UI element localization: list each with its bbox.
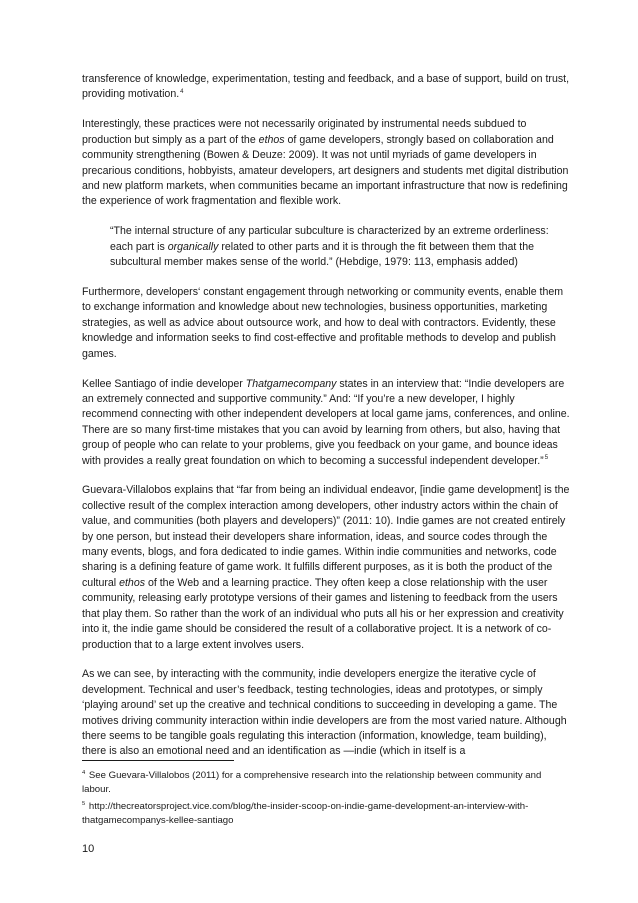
block-quote-text-a: “The internal structure of any particular subculture is characterized by an extreme orderliness: each part is: [110, 225, 549, 253]
block-quote-emphasis: organically: [167, 240, 219, 253]
paragraph-5: [82, 483, 570, 652]
paragraph-4-text-b: states in an interview that: “Indie developers are an extremely connected and supportive community.” And: “If you’re a new developer, I highly recommend connecting with other independent developers at local game jams, conferences, and online. There are so many first-time mistakes that you can avoid by learning from others, but also, having that group of people who can relate to your problems, give you feedback on your game, and bounce ideas with provides a really great foundation on which to becoming a successful independent developer.”: [82, 377, 570, 467]
block-quote: [110, 224, 550, 270]
paragraph-6: [82, 667, 570, 759]
footnote-5-text: http://thecreatorsproject.vice.com/blog/the-insider-scoop-on-indie-game-development-an-interview-with-thatgamecompanys-kellee-santiago: [82, 801, 529, 826]
paragraph-3: [82, 285, 570, 362]
paragraph-2: [82, 117, 570, 209]
paragraph-3-text: Furthermore, developers‘ constant engagement through networking or community events, enable them to exchange information and knowledge about new technologies, business opportunities, marketing strategies, as well as advice about outsource work, and how to deal with contractors. Evidently, these knowledge and information seeks to find cost-effective and profitable methods to develop and publish games.: [82, 285, 564, 360]
footnote-5-number: 5: [82, 800, 86, 807]
footnotes: [82, 769, 570, 831]
block-quote-text-b: related to other parts and it is through the fit between them that the subcultural member makes sense of the world.” (Hebdige, 1979: 113, emphasis added): [110, 240, 535, 269]
paragraph-1-text: transference of knowledge, experimentation, testing and feedback, and a base of support, build on trust, providing motivation.: [82, 73, 570, 101]
footnote-5: [82, 800, 570, 828]
footnote-4-text: See Guevara-Villalobos (2011) for a comprehensive research into the relationship between community and labour.: [82, 770, 542, 795]
paragraph-1: [82, 72, 570, 103]
paragraph-2-text-b: of game developers, strongly based on collaboration and community strengthening (Bowen & Deuze: 2009). It was not until myriads of game developers in precarious conditions, hobbyists, amateur developers, art designers and students met digital distribution and new platform markets, when communities became an important infrastructure that now is redefining the experience of work fragmentation and flexible work.: [82, 133, 569, 208]
body-text: [82, 72, 570, 774]
footnote-4: [82, 769, 570, 797]
footnote-separator: [82, 760, 234, 761]
paragraph-2-text-a: Interestingly, these practices were not necessarily originated by instrumental needs subdued to production but simply as a part of the: [82, 118, 527, 146]
paragraph-5-text-b: of the Web and a learning practice. They often keep a close relationship with the user community, releasing early prototype versions of their games and listening to feedback from the users that play them. So rather than the work of an individual who puts all his or her expression and creativity into it, the indie game should be considered the result of a collaborative project. It is a network of co-production that to a large extent involves users.: [82, 576, 564, 651]
paragraph-6-text: As we can see, by interacting with the community, indie developers energize the iterative cycle of development. Technical and user’s feedback, testing technologies, ideas and prototypes, or simply ‘playing around’ set up the creative and technical conditions to succeeding in developing a game. The motives driving community interaction within indie developers are from the most varied nature. Although there seems to be tangible goals regulating this interaction (information, knowledge, team building), there is also an emotional need and an identification as —indie (which in itself is a: [82, 668, 567, 758]
paragraph-2-emphasis: ethos: [258, 133, 285, 146]
footnote-4-number: 4: [82, 769, 86, 776]
paragraph-5-emphasis: ethos: [119, 576, 146, 589]
footnote-ref-4: 4: [180, 88, 184, 95]
page-number: 10: [82, 843, 95, 855]
paragraph-4: [82, 377, 570, 469]
paragraph-4-text-a: Kellee Santiago of indie developer: [82, 377, 246, 390]
paragraph-4-emphasis: Thatgamecompany: [245, 377, 337, 390]
paragraph-5-text-a: Guevara-Villalobos explains that “far from being an individual endeavor, [indie game development] is the collective result of the complex interaction among developers, other industry actors within the chain of value, and communities (both players and developers)” (2011: 10). Indie games are not created entirely by one person, but instead their developers share information, ideas, and source codes through the many events, blogs, and fora dedicated to indie games. Within indie communities and networks, code sharing is a defining feature of game work. It fulfills different purposes, as it is both the product of the cultural: [82, 484, 570, 589]
footnote-ref-5: 5: [544, 455, 549, 461]
